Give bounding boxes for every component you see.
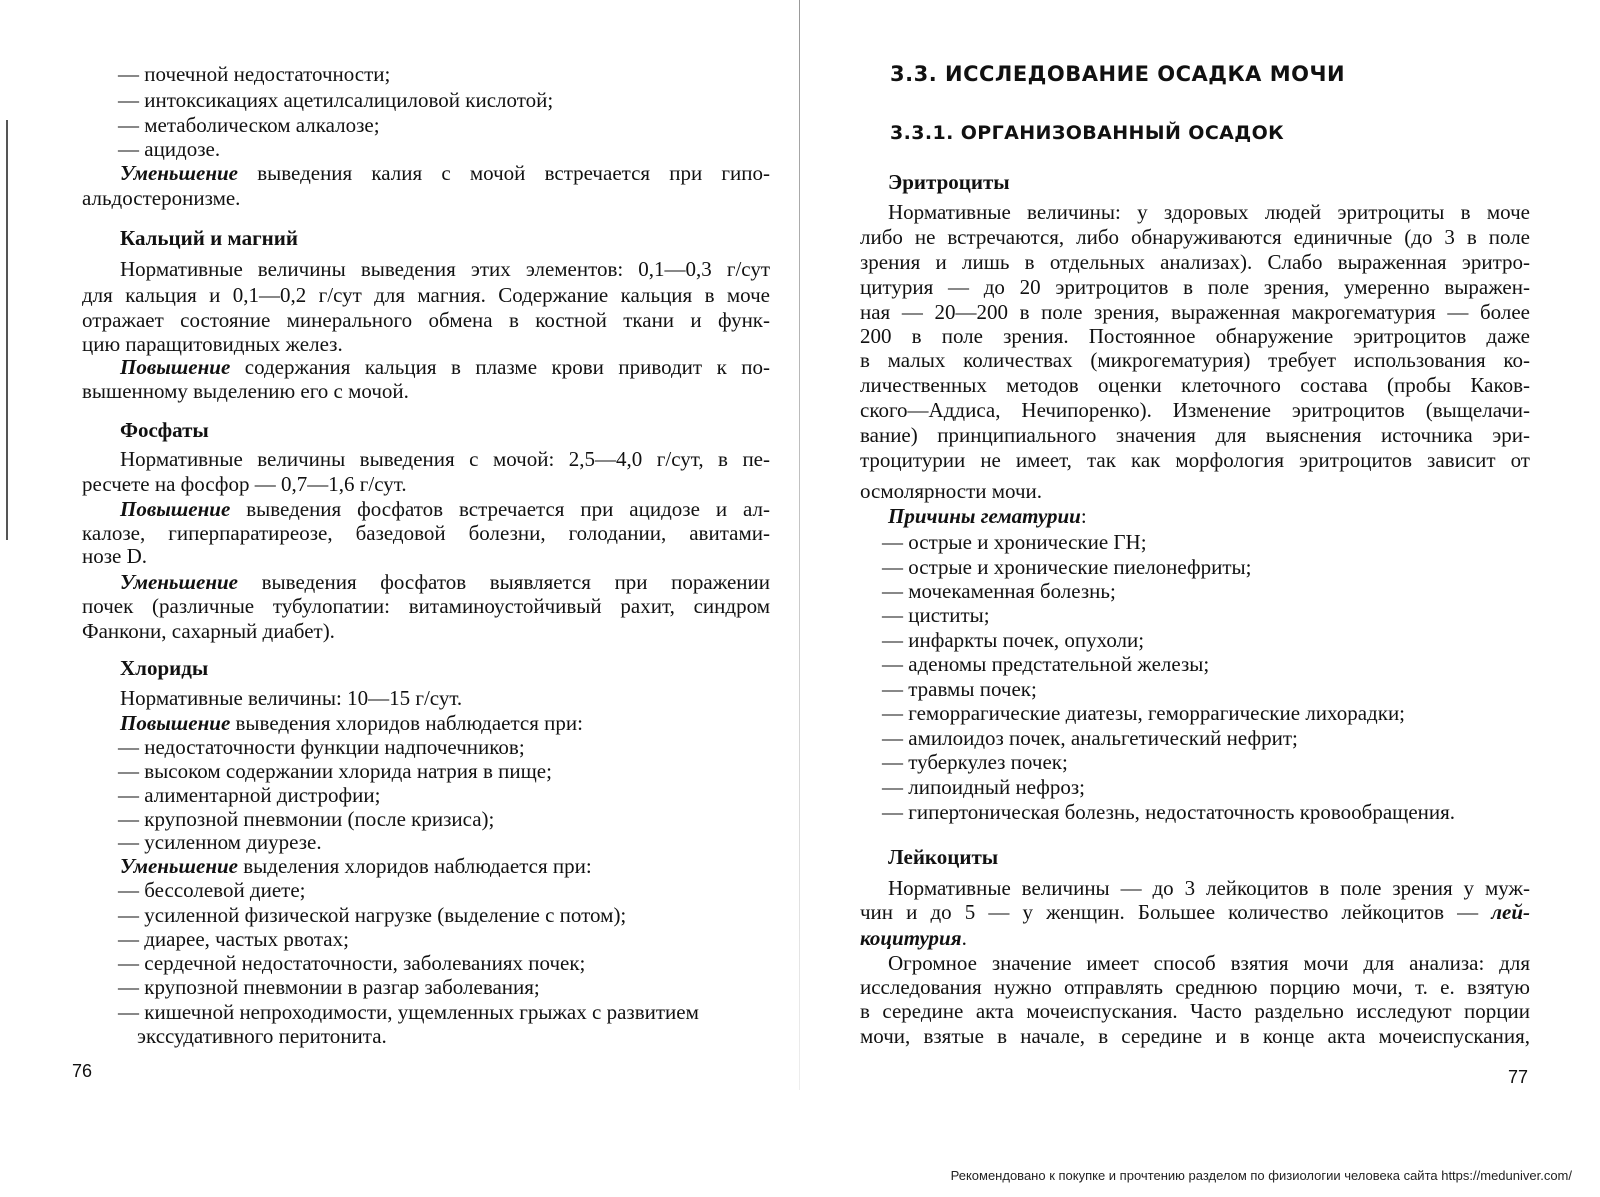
text-run: вышенному выделению его с мочой.: [82, 379, 409, 403]
text-run: 200 в поле зрения. Постоянное обнаружение эритроцитов даже: [860, 324, 1530, 348]
text-line: [120, 257, 770, 281]
text-line: [120, 355, 770, 379]
text-run: :: [1080, 504, 1087, 528]
list-item: [118, 783, 380, 807]
text-line: [120, 161, 770, 185]
text-run: — мочекаменная болезнь;: [882, 579, 1116, 603]
text-run: отражает состояние минерального обмена в костной ткани и функ-: [82, 308, 770, 332]
text-run: — высоком содержании хлорида натрия в пище;: [118, 759, 552, 783]
list-item: [118, 137, 220, 161]
emphasis-term: коцитурия: [860, 926, 962, 950]
emphasis-term: Причины гематурии: [888, 504, 1081, 528]
text-run: выведения фосфатов выявляется при поражении: [238, 570, 770, 594]
text-run: — геморрагические диатезы, геморрагические лихорадки;: [882, 701, 1406, 725]
text-run: — сердечной недостаточности, заболеваниях почек;: [118, 951, 586, 975]
text-run: — травмы почек;: [882, 677, 1037, 701]
text-run: .: [961, 926, 967, 950]
text-run: Нормативные величины: у здоровых людей эритроциты в моче: [888, 200, 1530, 224]
emphasis-term: Повышение: [120, 497, 231, 521]
text-run: экссудативного перитонита.: [137, 1024, 387, 1048]
text-run: Нормативные величины: 10—15 г/сут.: [120, 686, 463, 710]
text-run: — туберкулез почек;: [882, 750, 1068, 774]
text-line: [860, 926, 967, 950]
text-line: [82, 594, 770, 618]
emphasis-term: Повышение: [120, 711, 231, 735]
text-line: [860, 975, 1530, 999]
list-item: [882, 726, 1298, 750]
text-run: альдостеронизме.: [82, 186, 241, 210]
list-item: [118, 113, 380, 137]
list-item: [882, 555, 1251, 579]
text-run: цию паращитовидных желез.: [82, 332, 343, 356]
list-item: [118, 975, 540, 999]
text-line: [82, 619, 335, 643]
text-run: калозе, гиперпаратиреозе, базедовой болезни, голодании, авитами-: [82, 521, 770, 545]
text-run: вание) принципиального значения для выяснения источника эри-: [860, 423, 1530, 447]
text-line: [120, 570, 770, 594]
list-item: [882, 775, 1085, 799]
text-line: [120, 497, 770, 521]
subsection-heading: 3.3.1. ОРГАНИЗОВАННЫЙ ОСАДОК: [890, 122, 1285, 144]
text-line: [860, 1024, 1530, 1048]
text-line: [888, 876, 1530, 900]
text-run: зрения и лишь в отдельных анализах). Слабо выраженная эритро-: [860, 250, 1530, 274]
section-title: [120, 226, 298, 250]
text-run: исследования нужно отправлять среднюю порцию мочи, т. е. взятую: [860, 975, 1530, 999]
text-run: Нормативные величины выведения с мочой: 2,5—4,0 г/сут, в пе-: [120, 447, 770, 471]
text-line: [82, 332, 343, 356]
text-run: — диарее, частых рвотах;: [118, 927, 349, 951]
text-run: Эритроциты: [888, 170, 1010, 194]
page-gutter: [799, 0, 800, 1090]
list-item: [882, 628, 1144, 652]
list-item: [118, 735, 525, 759]
text-line: [120, 686, 462, 710]
text-run: Кальций и магний: [120, 226, 298, 250]
text-run: — липоидный нефроз;: [882, 775, 1086, 799]
text-run: — крупозной пневмонии в разгар заболевания;: [118, 975, 540, 999]
scan-edge-mark: [6, 120, 8, 540]
text-line: [860, 999, 1530, 1023]
text-run: — крупозной пневмонии (после кризиса);: [118, 807, 495, 831]
text-run: — недостаточности функции надпочечников;: [118, 735, 525, 759]
section-title: [888, 845, 998, 869]
section-title: [120, 418, 209, 442]
list-item: [882, 579, 1116, 603]
text-run: — ацидозе.: [118, 137, 221, 161]
text-run: личественных методов оценки клеточного состава (пробы Каков-: [860, 373, 1530, 397]
text-run: выделения хлоридов наблюдается при:: [238, 854, 592, 878]
list-item: [882, 677, 1037, 701]
text-line: [860, 250, 1530, 274]
text-line: [860, 275, 1530, 299]
text-run: в малых количествах (микрогематурия) требует использования ко-: [860, 348, 1530, 372]
text-run: — бессолевой диете;: [118, 878, 306, 902]
text-run: Лейкоциты: [888, 845, 999, 869]
emphasis-term: Уменьшение: [120, 854, 239, 878]
list-item: [882, 750, 1068, 774]
list-item: [882, 530, 1147, 554]
text-line: [137, 1024, 387, 1048]
text-line: [82, 186, 240, 210]
text-run: — метаболическом алкалозе;: [118, 113, 380, 137]
text-run: выведения калия с мочой встречается при гипо-: [238, 161, 770, 185]
text-run: чин и до 5 — у женщин. Большее количество лейкоцитов —: [860, 900, 1492, 924]
text-line: [860, 348, 1530, 372]
text-run: троцитурии не имеет, так как морфология эритроцитов зависит от: [860, 448, 1530, 472]
text-line: [888, 200, 1530, 224]
list-item: [118, 62, 390, 86]
text-run: либо не встречаются, либо обнаруживаются единичные (до 3 в поле: [860, 225, 1530, 249]
text-line: [860, 398, 1530, 422]
text-run: ресчете на фосфор — 0,7—1,6 г/сут.: [82, 472, 407, 496]
text-run: Нормативные величины — до 3 лейкоцитов в поле зрения у муж-: [888, 876, 1530, 900]
text-run: Фосфаты: [120, 418, 209, 442]
text-run: — аденомы предстательной железы;: [882, 652, 1210, 676]
emphasis-term: Уменьшение: [120, 161, 239, 185]
text-run: — острые и хронические ГН;: [882, 530, 1147, 554]
list-item: [118, 88, 553, 112]
text-run: Хлориды: [120, 656, 209, 680]
section-title: [120, 656, 208, 680]
text-run: — инфаркты почек, опухоли;: [882, 628, 1145, 652]
list-item: [118, 878, 306, 902]
text-line: [82, 379, 409, 403]
text-run: — амилоидоз почек, анальгетический нефрит;: [882, 726, 1298, 750]
text-run: ная — 20—200 в поле зрения, выраженная макрогематурия — более: [860, 300, 1530, 324]
text-line: [860, 479, 1042, 503]
text-run: — усиленной физической нагрузке (выделение с потом);: [118, 903, 627, 927]
emphasis-term: лей-: [1491, 900, 1530, 924]
text-run: Фанкони, сахарный диабет).: [82, 619, 335, 643]
text-run: — усиленном диурезе.: [118, 830, 322, 854]
text-run: осмолярности мочи.: [860, 479, 1043, 503]
text-line: [860, 448, 1530, 472]
text-run: в середине акта мочеиспускания. Часто раздельно исследуют порции: [860, 999, 1530, 1023]
footer-note: Рекомендовано к покупке и прочтению разделом по физиологии человека сайта https://meduniver.com/: [950, 1168, 1572, 1183]
text-run: нозе D.: [82, 544, 148, 568]
text-line: [860, 324, 1530, 348]
emphasis-term: Уменьшение: [120, 570, 239, 594]
text-line: [82, 544, 147, 568]
text-run: — кишечной непроходимости, ущемленных грыжах с развитием: [118, 1000, 699, 1024]
text-run: — циститы;: [882, 603, 990, 627]
text-line: [82, 521, 770, 545]
text-run: выведения хлоридов наблюдается при:: [230, 711, 583, 735]
text-line: [120, 711, 583, 735]
text-line: [120, 447, 770, 471]
text-line: [888, 951, 1530, 975]
page-number-right: 77: [1508, 1067, 1529, 1087]
text-line: [860, 373, 1530, 397]
text-run: — алиментарной дистрофии;: [118, 783, 381, 807]
list-item: [882, 603, 990, 627]
list-item: [118, 951, 585, 975]
list-item: [882, 652, 1209, 676]
list-item: [118, 759, 552, 783]
text-line: [860, 900, 1530, 924]
text-run: цитурия — до 20 эритроцитов в поле зрения, умеренно выражен-: [860, 275, 1530, 299]
section-title: [888, 170, 1010, 194]
text-run: для кальция и 0,1—0,2 г/сут для магния. Содержание кальция в моче: [82, 283, 770, 307]
text-line: [860, 423, 1530, 447]
text-line: [888, 504, 1087, 528]
list-item: [118, 927, 349, 951]
emphasis-term: Повышение: [120, 355, 231, 379]
text-run: содержания кальция в плазме крови приводит к по-: [230, 355, 770, 379]
text-line: [82, 308, 770, 332]
text-run: ского—Аддиса, Нечипоренко). Изменение эритроцитов (выщелачи-: [860, 398, 1530, 422]
text-line: [82, 283, 770, 307]
text-run: почек (различные тубулопатии: витаминоустойчивый рахит, синдром: [82, 594, 770, 618]
text-run: — острые и хронические пиелонефриты;: [882, 555, 1252, 579]
list-item: [882, 701, 1405, 725]
text-run: выведения фосфатов встречается при ацидозе и ал-: [230, 497, 770, 521]
list-item: [118, 830, 322, 854]
text-run: Нормативные величины выведения этих элементов: 0,1—0,3 г/сут: [120, 257, 770, 281]
text-run: Огромное значение имеет способ взятия мочи для анализа: для: [888, 951, 1530, 975]
text-run: — почечной недостаточности;: [118, 62, 391, 86]
list-item: [118, 1000, 699, 1024]
text-line: [860, 300, 1530, 324]
text-run: мочи, взятые в начале, в середине и в конце акта мочеиспускания,: [860, 1024, 1530, 1048]
list-item: [118, 903, 626, 927]
list-item: [882, 800, 1455, 824]
text-run: — интоксикациях ацетилсалициловой кислотой;: [118, 88, 554, 112]
text-line: [860, 225, 1530, 249]
text-run: — гипертоническая болезнь, недостаточность кровообращения.: [882, 800, 1456, 824]
page-number-left: 76: [72, 1061, 93, 1081]
text-line: [82, 472, 407, 496]
text-line: [120, 854, 592, 878]
section-heading: 3.3. ИССЛЕДОВАНИЕ ОСАДКА МОЧИ: [890, 62, 1346, 86]
list-item: [118, 807, 494, 831]
